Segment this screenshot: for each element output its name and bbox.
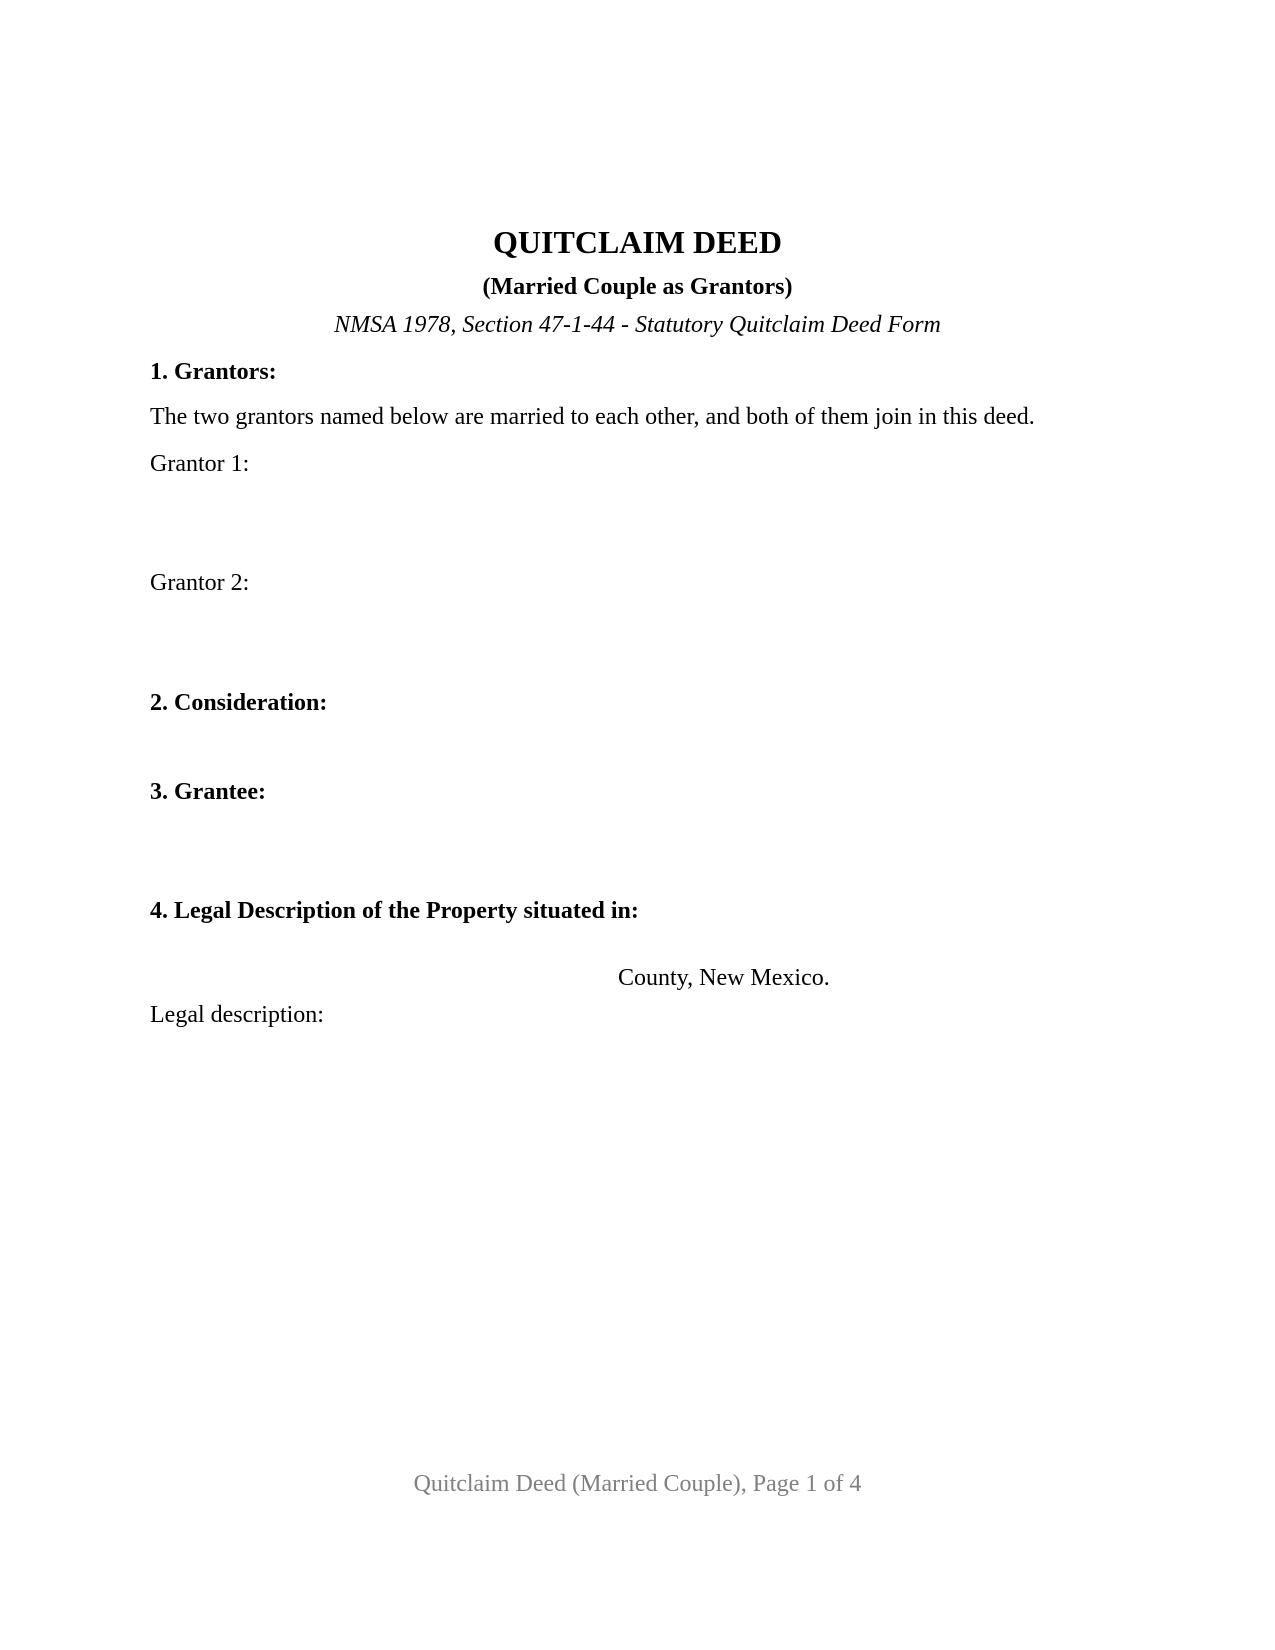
grantor-2-label: Grantor 2: — [150, 570, 250, 596]
county-line-text: County, New Mexico. — [618, 965, 830, 991]
legal-description-label: Legal description: — [150, 1002, 324, 1028]
document-title: QUITCLAIM DEED — [493, 224, 782, 260]
section-grantors-heading: 1. Grantors: — [150, 359, 277, 385]
section-legal-description-heading: 4. Legal Description of the Property situated in: — [150, 898, 639, 924]
section-grantee-heading: 3. Grantee: — [150, 779, 266, 805]
grantors-intro-text: The two grantors named below are married to each other, and both of them join in this deed. — [150, 404, 1035, 430]
document-subtitle: (Married Couple as Grantors) — [482, 274, 793, 300]
section-consideration-heading: 2. Consideration: — [150, 690, 328, 716]
grantor-1-label: Grantor 1: — [150, 451, 250, 477]
page-footer: Quitclaim Deed (Married Couple), Page 1 of 4 — [413, 1471, 862, 1497]
statute-reference: NMSA 1978, Section 47-1-44 - Statutory Quitclaim Deed Form — [334, 312, 941, 338]
